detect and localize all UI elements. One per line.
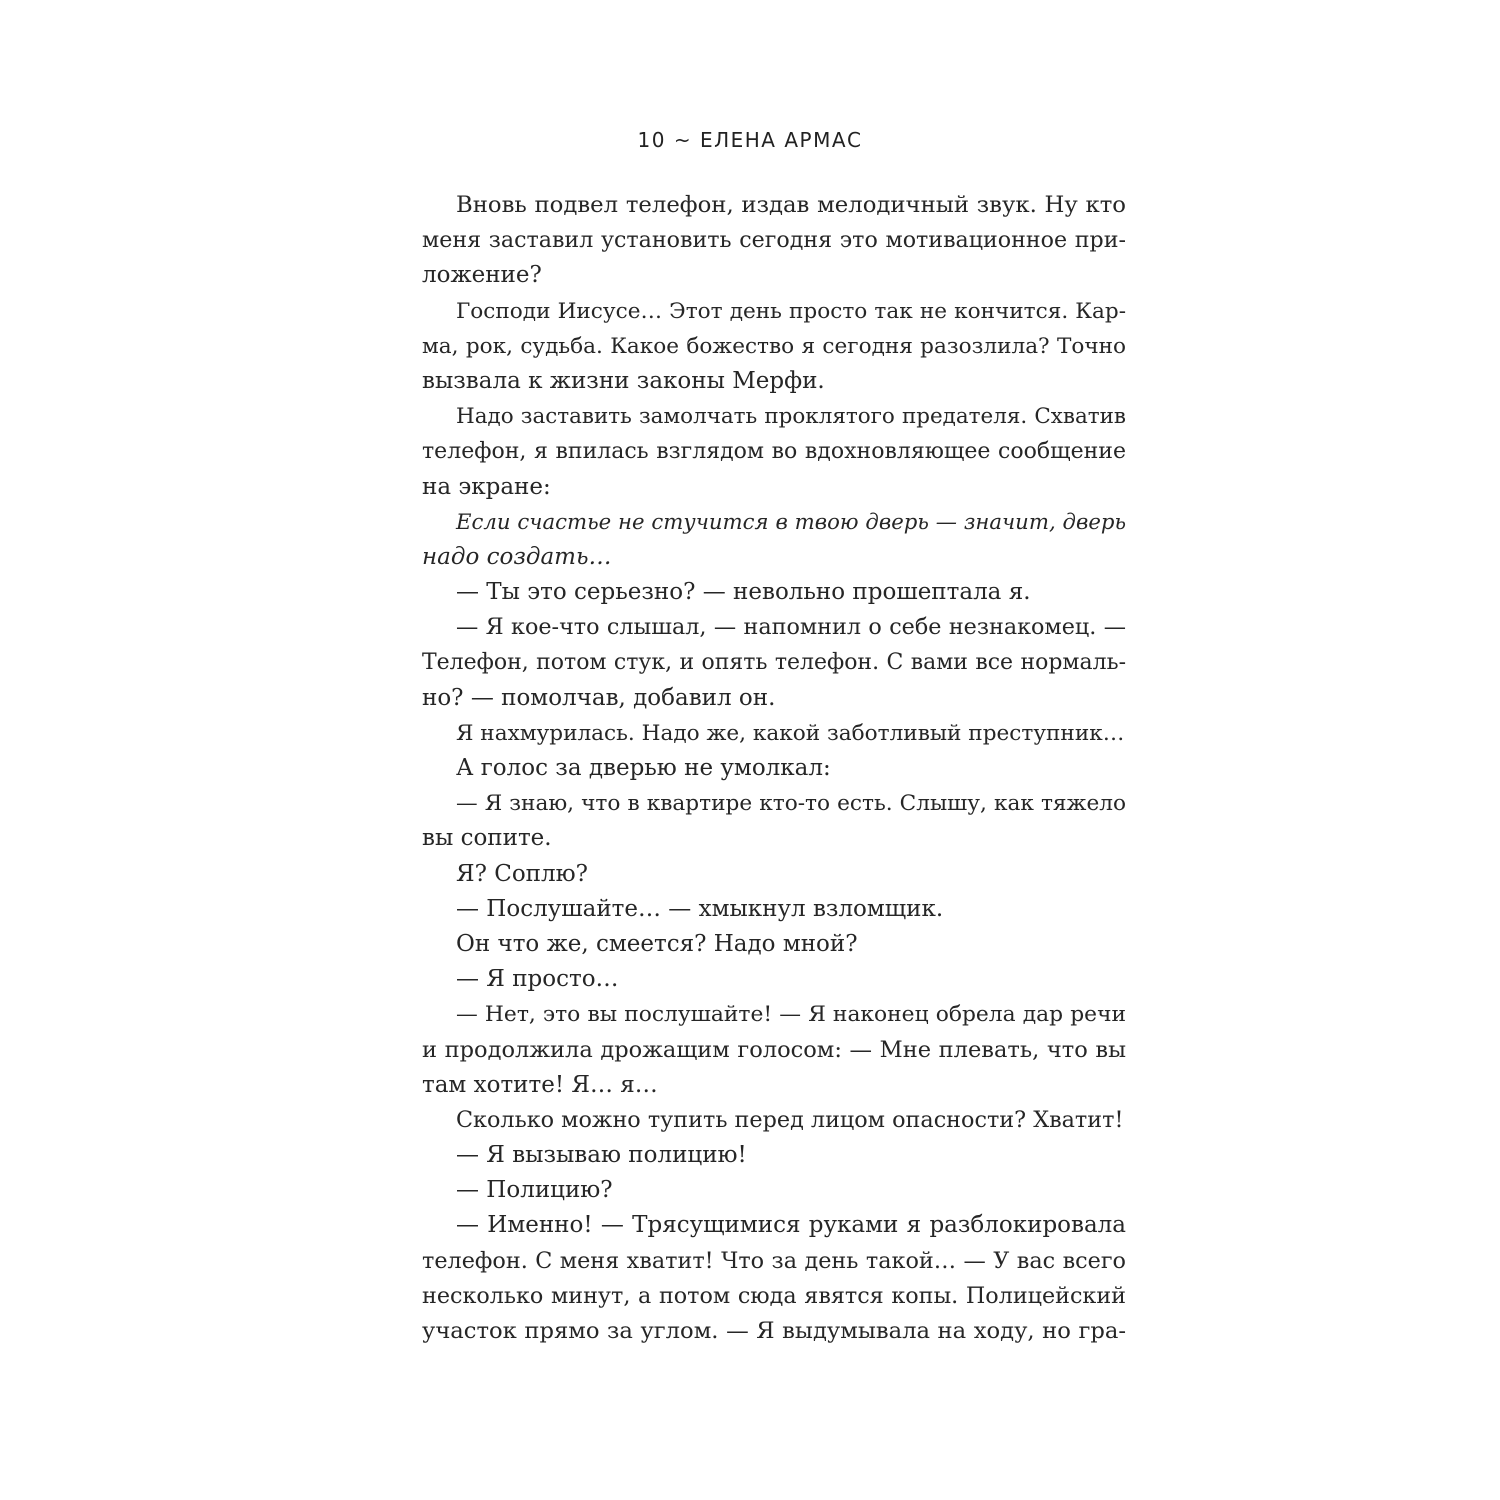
- text-line: меня заставил установить сегодня это мотивационное при-: [422, 227, 1126, 254]
- text-line: — Я кое-что слышал, — напомнил о себе незнакомец. —: [456, 614, 1126, 641]
- text-line: телефон. С меня хватит! Что за день такой… — У вас всего: [422, 1247, 1126, 1274]
- text-line: вызвала к жизни законы Мерфи.: [422, 367, 825, 394]
- page-number: 10: [637, 128, 666, 152]
- text-line: Я нахмурилась. Надо же, какой заботливый преступник…: [456, 720, 1125, 746]
- text-line: и продолжила дрожащим голосом: — Мне плевать, что вы: [422, 1036, 1126, 1063]
- text-line: Вновь подвел телефон, издав мелодичный звук. Ну кто: [456, 192, 1126, 218]
- text-line: — Нет, это вы послушайте! — Я наконец обрела дар речи: [456, 1002, 1126, 1028]
- text-line: — Я просто…: [456, 966, 619, 993]
- text-line: участок прямо за углом. — Я выдумывала на ходу, но гра-: [422, 1318, 1126, 1344]
- text-line: А голос за дверью не умолкал:: [456, 755, 831, 781]
- text-line: несколько минут, а потом сюда явятся копы. Полицейский: [422, 1282, 1126, 1309]
- text-line: телефон, я впилась взглядом во вдохновляющее сообщение: [422, 439, 1126, 465]
- text-line: Я? Соплю?: [456, 860, 588, 887]
- text-line: на экране:: [422, 473, 551, 500]
- text-line: — Послушайте… — хмыкнул взломщик.: [456, 895, 944, 922]
- text-line: надо создать…: [422, 543, 612, 570]
- body-text: [422, 188, 1126, 1349]
- text-line: — Полицию?: [456, 1177, 613, 1204]
- author-name: ЕЛЕНА АРМАС: [699, 128, 863, 152]
- text-line: — Ты это серьезно? — невольно прошептала я.: [456, 579, 1031, 606]
- text-line: — Именно! — Трясущимися руками я разблокировала: [456, 1212, 1126, 1239]
- text-line: но? — помолчав, добавил он.: [422, 684, 776, 711]
- text-line: Он что же, смеется? Надо мной?: [456, 930, 858, 957]
- text-line: вы сопите.: [422, 825, 552, 852]
- text-line: Сколько можно тупить перед лицом опасности? Хватит!: [456, 1106, 1124, 1133]
- text-line: Надо заставить замолчать проклятого предателя. Схватив: [456, 404, 1126, 430]
- text-line: — Я знаю, что в квартире кто-то есть. Слышу, как тяжело: [456, 791, 1126, 817]
- text-line: ложение?: [422, 262, 542, 289]
- text-line: Телефон, потом стук, и опять телефон. С вами все нормаль-: [422, 650, 1126, 676]
- running-head: [0, 122, 1500, 158]
- text-line: — Я вызываю полицию!: [456, 1142, 747, 1169]
- text-line: Если счастье не стучится в твою дверь — значит, дверь: [456, 509, 1126, 535]
- text-line: там хотите! Я… я…: [422, 1071, 658, 1098]
- text-line: Господи Иисусе… Этот день просто так не кончится. Кар-: [456, 298, 1126, 324]
- header-separator: ~: [673, 128, 693, 152]
- text-line: ма, рок, судьба. Какое божество я сегодня разозлила? Точно: [422, 333, 1126, 359]
